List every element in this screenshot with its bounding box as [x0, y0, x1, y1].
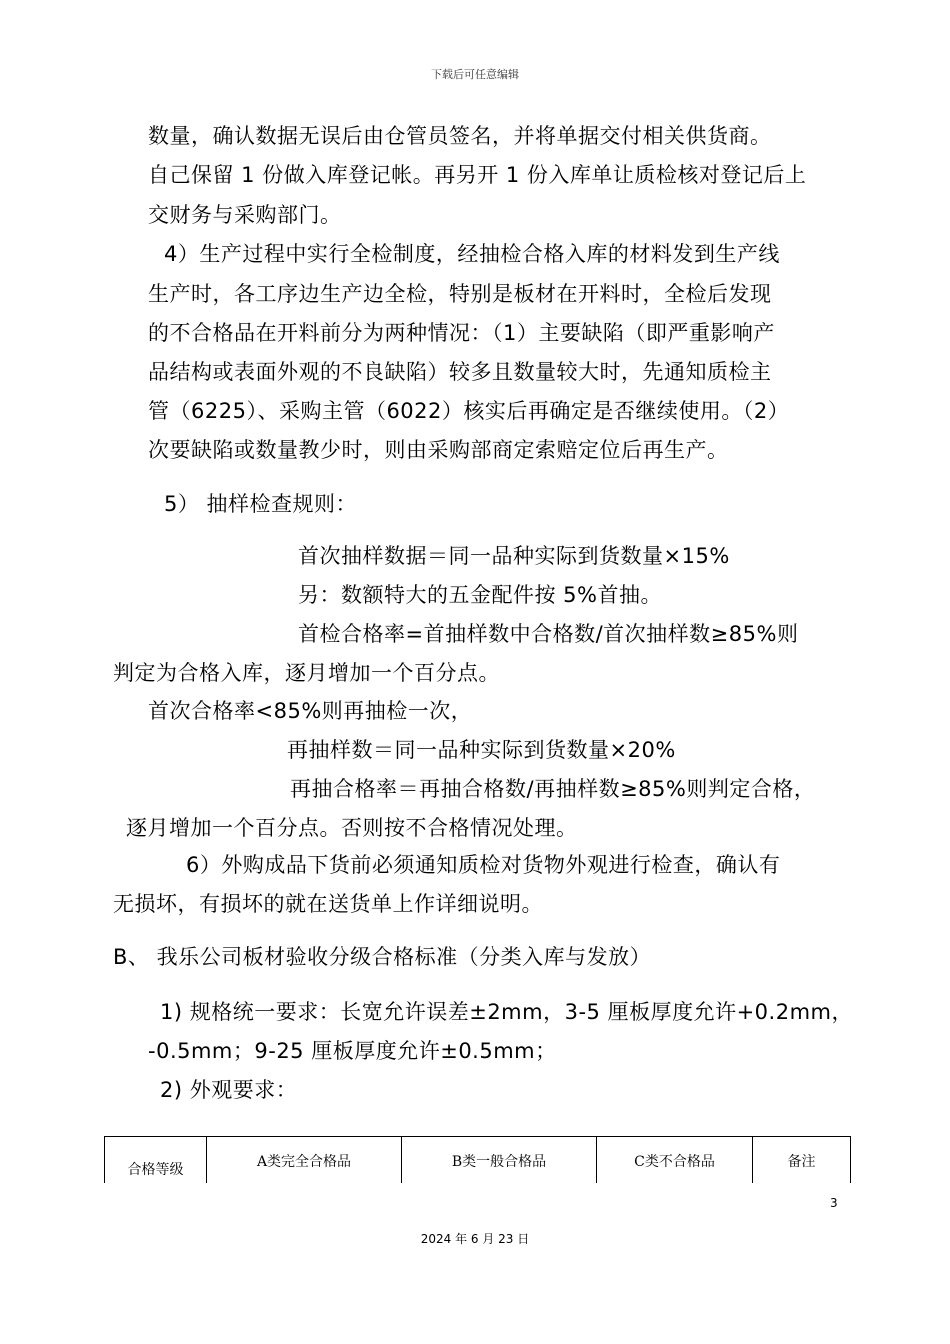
- text-line: 交财务与采购部门。: [148, 203, 342, 227]
- text-line: 另：数额特大的五金配件按 5%首抽。: [298, 583, 662, 607]
- text-line: 首次合格率<85%则再抽检一次，: [148, 699, 473, 723]
- text-line: 自己保留 1 份做入库登记帐。再另开 1 份入库单让质检核对登记后上: [148, 163, 807, 187]
- text-line: 管（6225）、采购主管（6022）核实后再确定是否继续使用。（2）: [148, 399, 790, 423]
- table-header-cell: C类不合格品: [597, 1137, 753, 1183]
- text-line: 品结构或表面外观的不良缺陷）较多且数量较大时，先通知质检主: [148, 360, 772, 384]
- page-header: 下载后可任意编辑: [431, 68, 519, 81]
- text-line: 首检合格率=首抽样数中合格数/首次抽样数≥85%则: [298, 622, 799, 646]
- text-line: 再抽样数＝同一品种实际到货数量×20%: [287, 738, 676, 762]
- text-line: 再抽合格率＝再抽合格数/再抽样数≥85%则判定合格，: [290, 777, 816, 801]
- text-line: 判定为合格入库，逐月增加一个百分点。: [113, 661, 500, 685]
- text-line: 生产时，各工序边生产边全检，特别是板材在开料时，全检后发现: [148, 282, 772, 306]
- page-number: 3: [830, 1196, 838, 1210]
- grade-table: [104, 1136, 851, 1183]
- text-line: -0.5mm；9-25 厘板厚度允许±0.5mm；: [148, 1039, 557, 1063]
- table-header-cell: B类一般合格品: [402, 1137, 597, 1183]
- page-footer: 2024 年 6 月 23 日: [420, 1232, 530, 1246]
- text-line: 数量，确认数据无误后由仓管员签名，并将单据交付相关供货商。: [148, 124, 772, 148]
- table-header-cell: A类完全合格品: [207, 1137, 402, 1183]
- text-line: 1) 规格统一要求：长宽允许误差±2mm，3-5 厘板厚度允许+0.2mm，: [160, 1000, 853, 1024]
- text-line: 首次抽样数据＝同一品种实际到货数量×15%: [298, 544, 730, 568]
- text-line: B、 我乐公司板材验收分级合格标准（分类入库与发放）: [113, 945, 652, 969]
- text-line: 2) 外观要求：: [160, 1078, 298, 1102]
- text-line: 5） 抽样检查规则：: [164, 492, 358, 516]
- table-header-cell: 备注: [787, 1154, 816, 1170]
- text-line: 逐月增加一个百分点。否则按不合格情况处理。: [126, 816, 578, 840]
- text-line: 次要缺陷或数量教少时，则由采购部商定索赔定位后再生产。: [148, 438, 729, 462]
- table-header-cell: 合格等级: [105, 1137, 207, 1183]
- text-line: 的不合格品在开料前分为两种情况：（1）主要缺陷（即严重影响产: [148, 321, 775, 345]
- text-line: 4）生产过程中实行全检制度，经抽检合格入库的材料发到生产线: [164, 242, 780, 266]
- text-line: 无损坏，有损坏的就在送货单上作详细说明。: [113, 892, 543, 916]
- text-line: 6）外购成品下货前必须通知质检对货物外观进行检查，确认有: [186, 853, 781, 877]
